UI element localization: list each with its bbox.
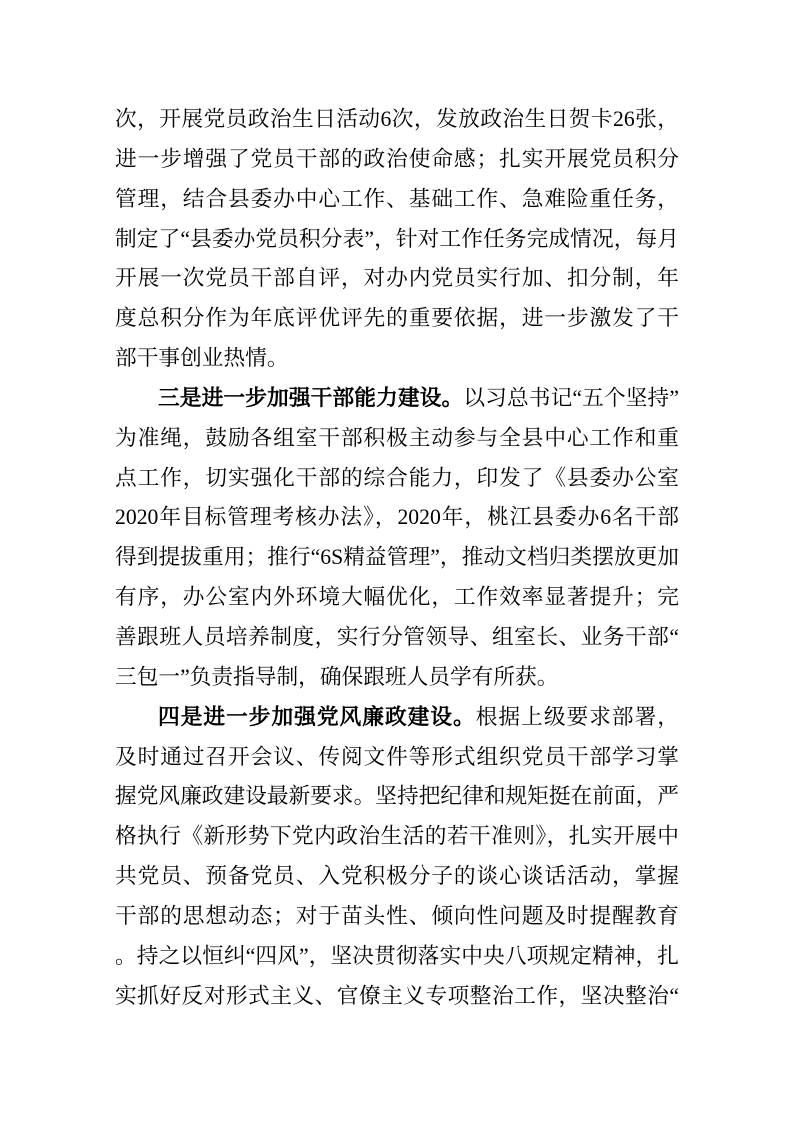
paragraph-heading-bold: 四是进一步加强党风廉政建设。	[158, 704, 476, 729]
paragraph-body-text: 以习总书记“五个坚持”	[463, 385, 679, 410]
text-line: 实抓好反对形式主义、官僚主义专项整治工作，坚决整治“	[115, 983, 679, 1008]
text-line: 共党员、预备党员、入党积极分子的谈心谈话活动，掌握	[115, 864, 679, 889]
text-line: 格执行《新形势下党内政治生活的若干准则》，扎实开展中	[115, 824, 679, 849]
text-line: 2020年目标管理考核办法》，2020年，桃江县委办6名干部	[115, 505, 679, 530]
paragraph-heading-bold: 三是进一步加强干部能力建设。	[158, 385, 464, 410]
text-line: 度总积分作为年底评优评先的重要依据，进一步激发了干	[115, 306, 679, 331]
paragraph-end-line: 部干事创业热情。	[115, 346, 289, 371]
text-line: 开展一次党员干部自评，对办内党员实行加、扣分制，年	[115, 266, 679, 291]
text-line: 握党风廉政建设最新要求。坚持把纪律和规矩挺在前面，严	[115, 784, 679, 809]
text-line: 得到提拔重用；推行“6S精益管理”，推动文档归类摆放更加	[115, 545, 679, 570]
paragraph-start-line	[115, 379, 679, 419]
text-line: 管理，结合县委办中心工作、基础工作、急难险重任务，	[115, 186, 679, 211]
text-line: 进一步增强了党员干部的政治使命感；扎实开展党员积分	[115, 146, 679, 171]
text-line: 次，开展党员政治生日活动6次，发放政治生日贺卡26张，	[115, 107, 679, 131]
text-line: 为准绳，鼓励各组室干部积极主动参与全县中心工作和重	[115, 425, 679, 450]
text-line: 干部的思想动态；对于苗头性、倾向性问题及时提醒教育	[115, 903, 679, 928]
text-line: 制定了“县委办党员积分表”，针对工作任务完成情况，每月	[115, 226, 679, 251]
paragraph-body-text: 根据上级要求部署，	[475, 704, 679, 729]
text-line: 有序，办公室内外环境大幅优化，工作效率显著提升；完	[115, 585, 679, 610]
text-line: 善跟班人员培养制度，实行分管领导、组室长、业务干部“	[115, 624, 679, 649]
text-line: 。持之以恒纠“四风”，坚决贯彻落实中央八项规定精神，扎	[115, 943, 679, 968]
document-text-block	[115, 100, 679, 1016]
paragraph-start-line	[115, 698, 679, 738]
text-line: 点工作，切实强化干部的综合能力，印发了《县委办公室	[115, 465, 679, 490]
text-line: 及时通过召开会议、传阅文件等形式组织党员干部学习掌	[115, 744, 679, 769]
paragraph-end-line: 三包一”负责指导制，确保跟班人员学有所获。	[115, 664, 559, 689]
